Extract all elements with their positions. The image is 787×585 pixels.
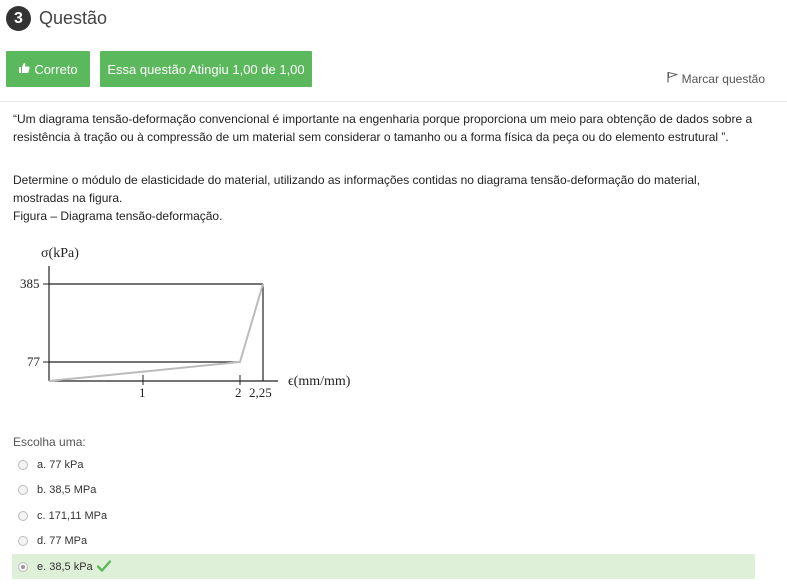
x-tick-2: 2 bbox=[235, 385, 242, 400]
correct-status-button bbox=[6, 51, 90, 87]
question-quote: “Um diagrama tensão-deformação convencional é importante na engenharia porque proporciona um meio para obtenção de dados sobre a resistência à tração ou à compressão de um material sem considerar o tamanho ou a forma física da peça ou do elemento estrutural ”. bbox=[13, 112, 753, 144]
x-tick-2-25: 2,25 bbox=[249, 385, 272, 400]
answer-option[interactable] bbox=[12, 528, 755, 553]
answer-option-selected[interactable] bbox=[12, 554, 755, 579]
checkmark-icon bbox=[97, 559, 111, 575]
y-tick-385: 385 bbox=[20, 276, 40, 291]
thumbs-up-icon bbox=[18, 62, 30, 77]
score-status-label: Essa questão Atingiu 1,00 de 1,00 bbox=[107, 61, 305, 77]
flag-icon bbox=[667, 71, 678, 86]
radio-button[interactable] bbox=[18, 460, 28, 470]
answer-label: b. 38,5 MPa bbox=[37, 483, 97, 496]
divider bbox=[0, 101, 787, 102]
x-axis-label: ϵ(mm/mm) bbox=[288, 374, 351, 389]
x-tick-1: 1 bbox=[139, 385, 146, 400]
answer-option[interactable] bbox=[12, 452, 755, 477]
flag-question-link[interactable] bbox=[667, 71, 765, 86]
radio-button-selected[interactable] bbox=[18, 562, 28, 572]
figure-caption: Figura – Diagrama tensão-deformação. bbox=[13, 209, 223, 223]
choose-one-label: Escolha uma: bbox=[13, 435, 86, 449]
stress-strain-curve bbox=[49, 284, 263, 381]
answer-label: a. 77 kPa bbox=[37, 458, 84, 471]
score-status-button bbox=[100, 51, 312, 87]
answer-option[interactable] bbox=[12, 503, 755, 528]
question-prompt: Determine o módulo de elasticidade do material, utilizando as informações contidas no diagrama tensão-deformação do material, mostradas na figura. bbox=[13, 173, 701, 205]
radio-button[interactable] bbox=[18, 485, 28, 495]
radio-button[interactable] bbox=[18, 511, 28, 521]
answer-label: c. 171,11 MPa bbox=[37, 509, 108, 522]
y-tick-77: 77 bbox=[27, 354, 40, 369]
question-header bbox=[6, 6, 107, 31]
correct-status-label: Correto bbox=[34, 61, 78, 77]
y-axis-label: σ(kPa) bbox=[41, 246, 79, 261]
radio-button[interactable] bbox=[18, 536, 28, 546]
question-number-badge: 3 bbox=[6, 6, 31, 31]
stress-strain-diagram bbox=[13, 236, 373, 411]
answer-option[interactable] bbox=[12, 477, 755, 502]
question-title: Questão bbox=[39, 8, 108, 28]
flag-question-label: Marcar questão bbox=[681, 71, 765, 86]
answer-label: d. 77 MPa bbox=[37, 534, 88, 547]
answer-label: e. 38,5 kPa bbox=[37, 560, 93, 573]
